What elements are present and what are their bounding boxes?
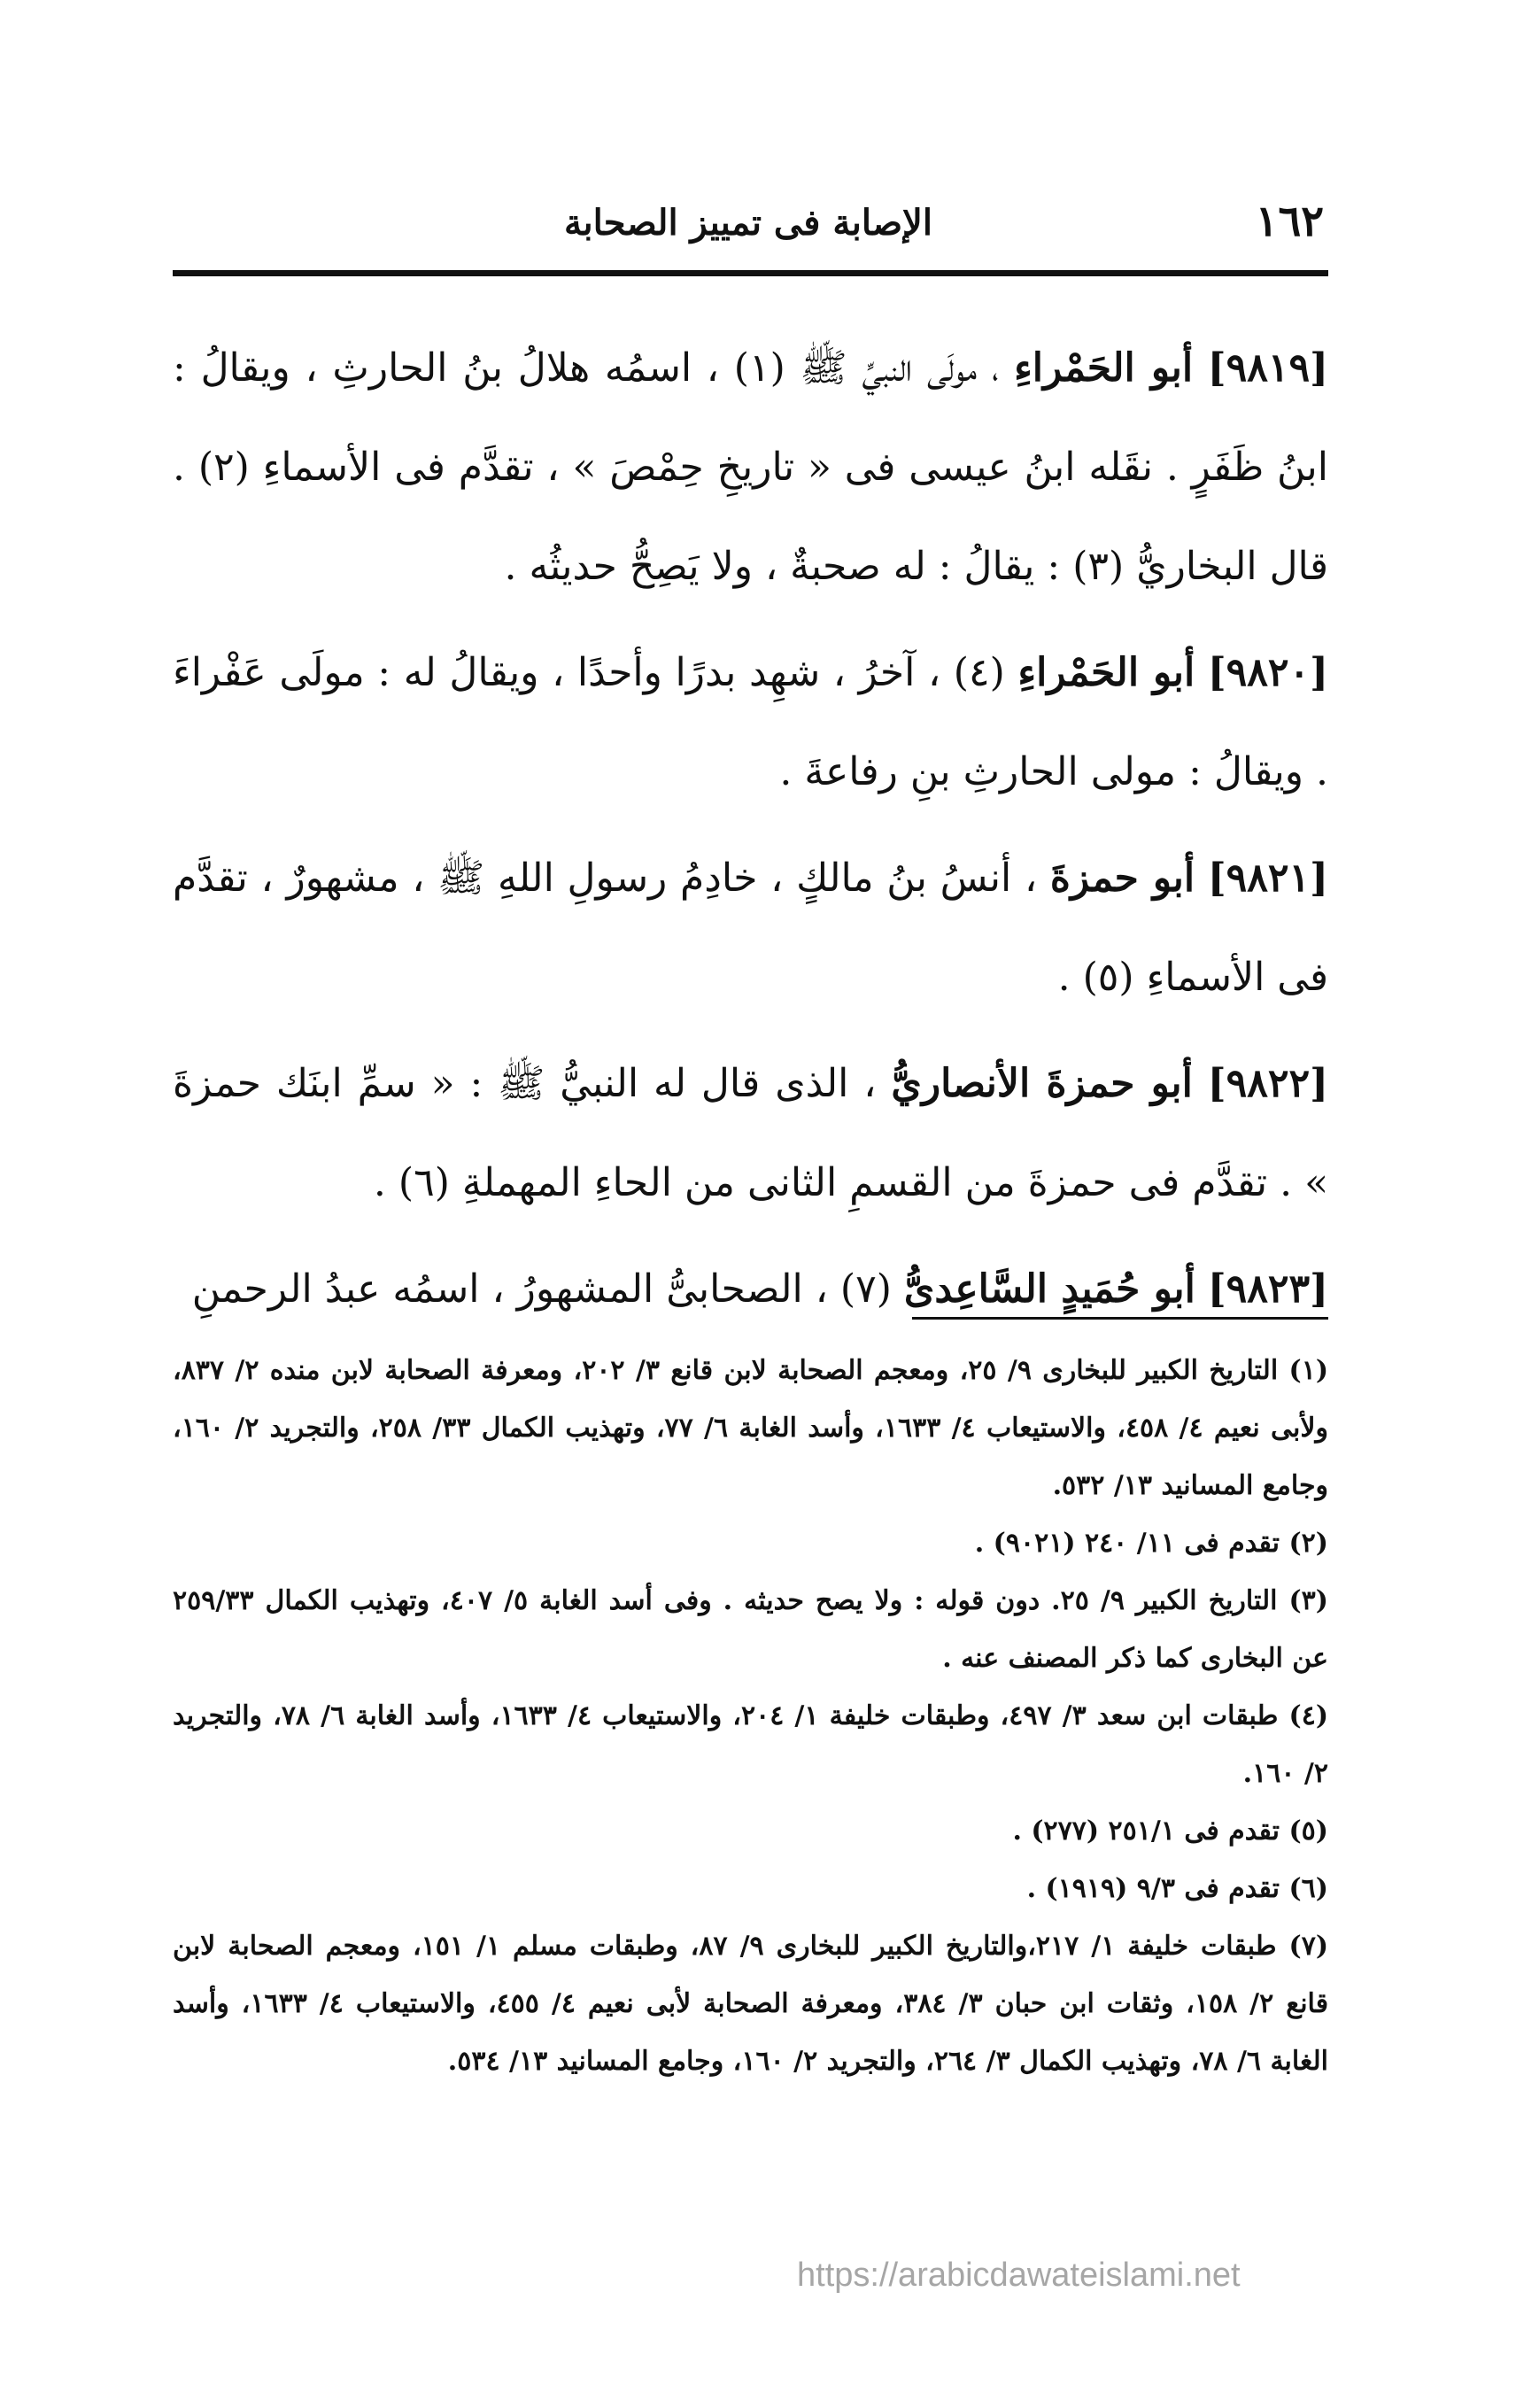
- entry-9821: [173, 829, 1328, 1027]
- page-header: [173, 197, 1324, 259]
- entry-text: ، أنسُ بنُ مالكٍ ، خادِمُ رسولِ اللهِ ﷺ ، مشهورٌ ، تقدَّم فى الأسماءِ (٥) .: [173, 856, 1328, 1000]
- entry-number: [٩٨٢٠]: [1207, 650, 1328, 695]
- footnote-6: (٦) تقدم فى ٩/٣ (١٩١٩) .: [1026, 1873, 1328, 1904]
- footnotes-section: [173, 1342, 1328, 2090]
- footnote-rule: [912, 1317, 1328, 1320]
- entry-text: ، الذى قال له النبيُّ ﷺ : « سمِّ ابنَك حمزةَ » . تقدَّم فى حمزةَ من القسمِ الثانى من الحاءِ المهملةِ (٦) .: [173, 1061, 1328, 1205]
- entry-text: ، مولَى النبيِّ ﷺ (١) ، اسمُه هلالُ بنُ الحارثِ ، ويقالُ : ابنُ ظَفَرٍ . نقَله ابنُ عيسى فى « تاريخِ حِمْصَ » ، تقدَّم فى الأسماءِ (٢) . قال البخاريُّ (٣) : يقالُ : له صحبةٌ ، ولا يَصِحُّ حديثُه .: [173, 345, 1329, 589]
- entry-name: أبو الحَمْراءِ: [1017, 650, 1195, 695]
- entry-name: أبو حمزةَ: [1049, 856, 1195, 901]
- header-rule: [173, 270, 1328, 276]
- entry-name: أبو حُمَيدٍ السَّاعِدىُّ: [903, 1266, 1195, 1312]
- entry-text: (٤) ، آخرُ ، شهِد بدرًا وأحدًا ، ويقالُ له : مولَى عَفْراءَ . ويقالُ : مولى الحارثِ بنِ رفاعةَ .: [173, 650, 1328, 794]
- footnote-5: (٥) تقدم فى ٢٥١/١ (٢٧٧) .: [1012, 1816, 1328, 1847]
- entry-9822: [173, 1034, 1328, 1233]
- footnote-7: (٧) طبقات خليفة ١/ ٢١٧،والتاريخ الكبير للبخارى ٩/ ٨٧، وطبقات مسلم ١/ ١٥١، ومعجم الصحابة لابن قانع ٢/ ١٥٨، وثقات ابن حبان ٣/ ٣٨٤، ومعرفة الصحابة لأبى نعيم ٤/ ٤٥٥، والاستيعاب ٤/ ١٦٣٣، وأسد الغابة ٦/ ٧٨، وتهذيب الكمال ٣/ ٢٦٤، والتجريد ٢/ ١٦٠، وجامع المسانيد ١٣/ ٥٣٤.: [173, 1931, 1329, 2077]
- watermark-url: https://arabicdawateislami.net: [797, 2257, 1241, 2294]
- page-number: ١٦٢: [1255, 197, 1324, 246]
- entry-name: أبو حمزةَ الأنصاريُّ: [891, 1061, 1193, 1106]
- entry-9823: [173, 1240, 1328, 1339]
- entry-number: [٩٨٢٢]: [1207, 1061, 1328, 1106]
- footnote-2: (٢) تقدم فى ١١/ ٢٤٠ (٩٠٢١) .: [974, 1528, 1328, 1559]
- entry-number: [٩٨٢٣]: [1207, 1266, 1328, 1312]
- footnote-1: (١) التاريخ الكبير للبخارى ٩/ ٢٥، ومعجم الصحابة لابن قانع ٣/ ٢٠٢، ومعرفة الصحابة لابن منده ٢/ ٨٣٧، ولأبى نعيم ٤/ ٤٥٨، والاستيعاب ٤/ ١٦٣٣، وأسد الغابة ٦/ ٧٧، وتهذيب الكمال ٣٣/ ٢٥٨، والتجريد ٢/ ١٦٠، وجامع المسانيد ١٣/ ٥٣٢.: [173, 1355, 1329, 1501]
- entry-number: [٩٨٢١]: [1207, 856, 1328, 901]
- entry-9820: [173, 623, 1328, 822]
- entries-section: [173, 319, 1328, 1346]
- entry-name: أبو الحَمْراءِ: [1014, 345, 1194, 391]
- running-title: الإصابة فى تمييز الصحابة: [564, 202, 932, 244]
- entry-9819: [173, 319, 1328, 616]
- entry-number: [٩٨١٩]: [1207, 345, 1328, 391]
- footnote-3: (٣) التاريخ الكبير ٩/ ٢٥. دون قوله : ولا يصح حديثه . وفى أسد الغابة ٥/ ٤٠٧، وتهذيب الكمال ٢٥٩/٣٣ عن البخارى كما ذكر المصنف عنه .: [173, 1585, 1328, 1674]
- entry-text: (٧) ، الصحابىُّ المشهورُ ، اسمُه عبدُ الرحمنِ: [191, 1266, 892, 1312]
- footnote-4: (٤) طبقات ابن سعد ٣/ ٤٩٧، وطبقات خليفة ١/ ٢٠٤، والاستيعاب ٤/ ١٦٣٣، وأسد الغابة ٦/ ٧٨، والتجريد ٢/ ١٦٠.: [173, 1700, 1329, 1789]
